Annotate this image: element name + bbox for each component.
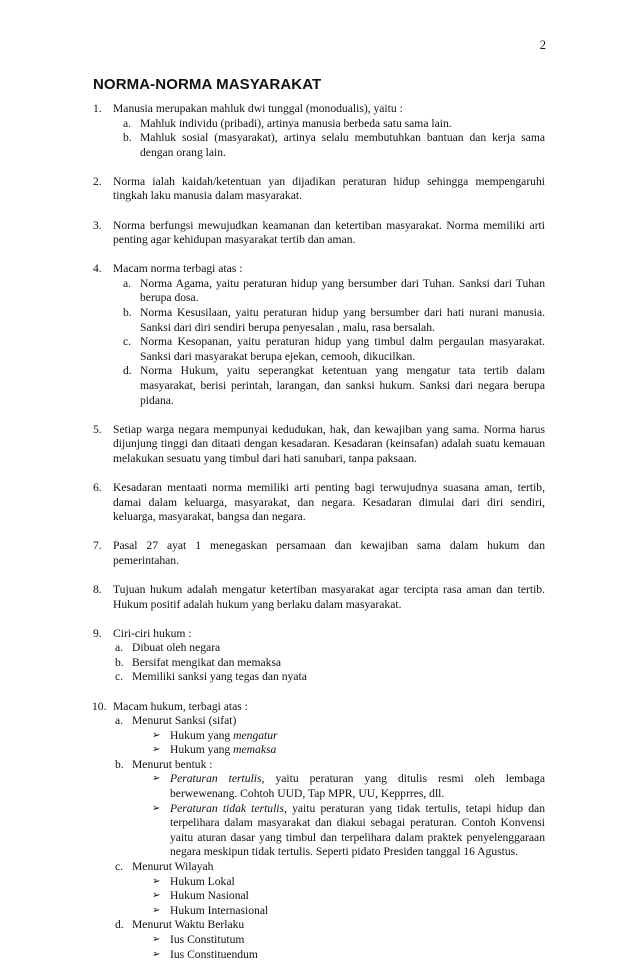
sub-text: Menurut Waktu Berlaku <box>132 918 245 932</box>
sub-item <box>113 364 545 408</box>
item-number: 5. <box>93 422 102 436</box>
item-text: Macam norma terbagi atas : <box>113 262 243 276</box>
bullet-item: ➢ Peraturan tidak tertulis, yaitu peraturan yang tidak tertulis, tetapi hidup dan terpelihara dalam masyarakat dan diakui sebagai peraturan. Contoh Konvensi yaitu aturan dasar yang timbul dan terpelihara dalam praktek penyelenggaraan negara meskipun tidak tertulis. Seperti pidato Presiden tanggal 16 Agustus. <box>152 801 545 859</box>
list-item-4 <box>93 262 545 408</box>
list-item-9 <box>93 627 545 685</box>
document-body <box>93 102 545 977</box>
bullet-item: ➢ Ius Constitutum <box>152 933 245 946</box>
bullet-item: ➢ Hukum yang mengatur <box>152 728 278 742</box>
sub-text: Dibuat oleh negara <box>132 641 221 655</box>
arrow-bullet-icon: ➢ <box>152 934 161 945</box>
sub-item <box>113 131 545 160</box>
sub-item <box>113 117 545 132</box>
arrow-bullet-icon: ➢ <box>152 802 161 814</box>
sub-letter: a. <box>115 714 124 728</box>
sub-text: Norma Kesusilaan, yaitu peraturan hidup yang bersumber dari hati nurani manusia. Sanksi dari diri sendiri berupa penyesalan , malu, rasa bersalah. <box>140 306 545 334</box>
sub-letter: c. <box>123 335 132 349</box>
item-number: 2. <box>93 174 102 188</box>
sub-text: Mahluk sosial (masyarakat), artinya selalu membutuhkan bantuan dan kerja sama dengan orang lain. <box>140 131 545 159</box>
bullet-item: ➢ Hukum Lokal <box>152 874 235 888</box>
sub-item-d <box>113 918 545 962</box>
item-number: 9. <box>93 626 102 640</box>
list-item-6 <box>93 481 545 525</box>
sub-letter: c. <box>115 670 124 684</box>
item-text: Norma ialah kaidah/ketentuan yan dijadikan peraturan hidup sehingga mempengaruhi tingkah laku manusia dalam masyarakat. <box>113 174 545 203</box>
sub-text: Menurut Sanksi (sifat) <box>132 714 237 728</box>
sub-item <box>113 656 545 671</box>
sub-item-c <box>113 860 545 918</box>
item-number: 1. <box>93 102 102 115</box>
sub-text: Memiliki sanksi yang tegas dan nyata <box>132 670 307 684</box>
sub-text: Mahluk individu (pribadi), artinya manusia berbeda satu sama lain. <box>140 116 452 130</box>
item-text: Pasal 27 ayat 1 menegaskan persamaan dan kewajiban sama dalam hukum dan pemerintahan. <box>113 539 545 567</box>
sub-letter: b. <box>123 306 132 320</box>
item-number: 4. <box>93 262 102 276</box>
list-item-5 <box>93 423 545 467</box>
list-item-3 <box>93 219 545 248</box>
sub-text: Bersifat mengikat dan memaksa <box>132 655 282 669</box>
bullet-item: ➢ Hukum yang memaksa <box>152 743 277 757</box>
bullet-item: ➢ Ius Constituendum <box>152 947 258 961</box>
sub-text: Menurut bentuk : <box>132 757 213 771</box>
list-item-10 <box>93 700 545 963</box>
sub-letter: b. <box>123 131 132 145</box>
sub-text: Menurut Wilayah <box>132 860 214 874</box>
item-text: Ciri-ciri hukum : <box>113 626 192 640</box>
sub-item <box>113 306 545 335</box>
item-text: Tujuan hukum adalah mengatur ketertiban masyarakat agar tercipta rasa aman dan tertib. Hukum positif adalah hukum yang berlaku dalam masyarakat. <box>113 582 545 611</box>
item-text: Norma berfungsi mewujudkan keamanan dan ketertiban masyarakat. Norma memiliki arti penting agar kehidupan masyarakat tertib dan aman. <box>113 218 545 247</box>
sub-text: Norma Hukum, yaitu seperangkat ketentuan yang mengatur tata tertib dalam masyarakat, berisi perintah, larangan, dan sanksi hukum. Sanksi dari negara berupa pidana. <box>140 364 545 407</box>
item-number: 10. <box>92 699 107 713</box>
sub-item <box>113 670 545 685</box>
sub-item-a <box>113 714 545 758</box>
bullet-item: ➢ Peraturan tertulis, yaitu peraturan yang ditulis resmi oleh lembaga berwewenang. Cohtoh UUD, Tap MPR, UU, Kepprres, dll. <box>152 772 545 801</box>
sub-item <box>113 277 545 306</box>
sub-letter: a. <box>123 276 132 290</box>
sub-letter: b. <box>115 757 124 771</box>
sub-letter: d. <box>123 364 132 378</box>
item-number: 8. <box>93 582 102 596</box>
page-title: NORMA-NORMA MASYARAKAT <box>93 76 322 93</box>
sub-letter: b. <box>115 655 124 669</box>
sub-text: Norma Kesopanan, yaitu peraturan hidup yang timbul dalm pergaulan masyarakat. Sanksi dari masyarakat berupa ejekan, cemooh, dikucilkan. <box>140 335 545 363</box>
arrow-bullet-icon: ➢ <box>152 773 161 785</box>
sub-letter: c. <box>115 860 124 874</box>
arrow-bullet-icon: ➢ <box>152 744 161 756</box>
arrow-bullet-icon: ➢ <box>152 890 161 902</box>
item-text: Setiap warga negara mempunyai kedudukan, hak, dan kewajiban yang sama. Norma harus dijunjung tinggi dan ditaati dengan kesadaran. Kesadaran (keinsafan) adalah suatu kemauan melakukan sesuatu yang timbul dari hati sanubari, tanpa paksaan. <box>113 422 545 465</box>
page-number: 2 <box>539 38 546 52</box>
item-number: 7. <box>93 539 102 553</box>
list-item-1 <box>93 102 545 160</box>
arrow-bullet-icon: ➢ <box>152 948 161 960</box>
arrow-bullet-icon: ➢ <box>152 729 161 741</box>
bullet-item: ➢ Hukum Internasional <box>152 903 269 917</box>
list-item-2 <box>93 175 545 204</box>
sub-item <box>113 641 545 656</box>
sub-letter: a. <box>115 641 124 655</box>
sub-letter: a. <box>123 116 132 130</box>
sub-letter: d. <box>115 918 124 932</box>
item-number: 6. <box>93 480 102 494</box>
arrow-bullet-icon: ➢ <box>152 904 161 916</box>
item-number: 3. <box>93 218 102 232</box>
arrow-bullet-icon: ➢ <box>152 875 161 887</box>
numbered-list <box>93 102 545 685</box>
list-item-7 <box>93 539 545 568</box>
item-text: Kesadaran mentaati norma memiliki arti penting bagi terwujudnya suasana aman, tertib, damai dalam keluarga, masyarakat, dan negara. Kesadaran dimulai dari diri sendiri, keluarga, masyarakat, bangsa dan negara. <box>113 480 545 524</box>
sub-text: Norma Agama, yaitu peraturan hidup yang bersumber dari Tuhan. Sanksi dari Tuhan berupa dosa. <box>140 276 545 305</box>
sub-item-b <box>113 758 545 860</box>
list-item-8 <box>93 583 545 612</box>
sub-item <box>113 335 545 364</box>
bullet-item: ➢ Hukum Nasional <box>152 889 249 903</box>
item-text: Manusia merupakan mahluk dwi tunggal (monodualis), yaitu : <box>113 102 403 115</box>
item-text: Macam hukum, terbagi atas : <box>113 699 248 713</box>
